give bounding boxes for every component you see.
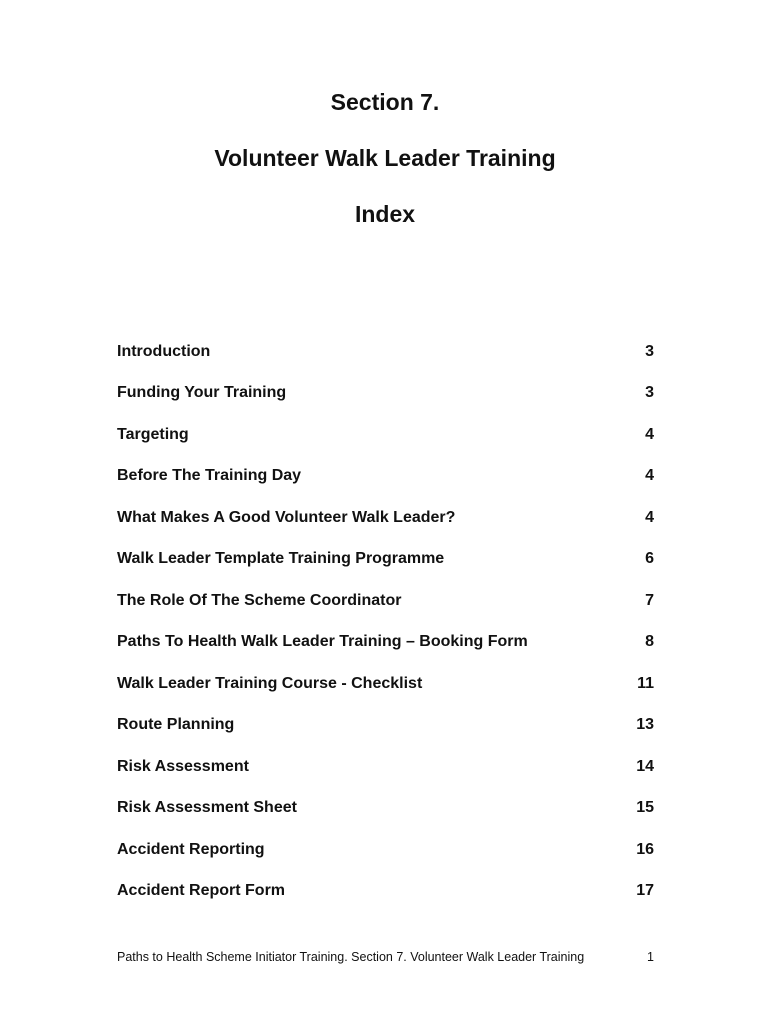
toc-entry-page: 4: [645, 467, 654, 484]
toc-entry-page: 7: [645, 592, 654, 609]
toc-entry-label: Walk Leader Template Training Programme: [117, 550, 445, 567]
toc-entry-label: Walk Leader Training Course - Checklist: [117, 675, 423, 692]
footer-text: Paths to Health Scheme Initiator Training. Section 7. Volunteer Walk Leader Training: [117, 950, 585, 964]
toc-entry-page: 11: [637, 675, 654, 692]
toc-entry: [117, 548, 654, 570]
toc-entry-page: 17: [636, 882, 654, 899]
toc-entry-page: 14: [636, 758, 654, 775]
toc-entry: [117, 465, 654, 487]
document-title: Volunteer Walk Leader Training: [214, 145, 556, 171]
toc-entry: [117, 880, 654, 902]
toc-entry-label: Before The Training Day: [117, 467, 302, 484]
toc-entry-label: Paths To Health Walk Leader Training – Booking Form: [117, 633, 528, 650]
toc-entry-page: 4: [645, 509, 654, 526]
toc-entry-label: What Makes A Good Volunteer Walk Leader?: [117, 509, 456, 526]
toc-entry: [117, 631, 654, 653]
toc-entry: [117, 673, 654, 695]
toc-entry-page: 13: [636, 716, 654, 733]
toc-entry-label: Introduction: [117, 343, 211, 360]
toc-entry: [117, 839, 654, 861]
toc-entry-label: Route Planning: [117, 716, 235, 733]
toc-entry: [117, 424, 654, 446]
toc-entry-page: 8: [645, 633, 654, 650]
footer-page-number: 1: [647, 950, 654, 964]
toc-entry-page: 3: [645, 384, 654, 401]
page-footer: [117, 948, 654, 966]
index-heading: Index: [354, 201, 416, 227]
toc-entry-label: Accident Report Form: [117, 882, 286, 899]
toc-entry: [117, 797, 654, 819]
toc-entry-label: Targeting: [117, 426, 189, 443]
toc-entry-page: 15: [636, 799, 654, 816]
toc-entry: [117, 507, 654, 529]
toc-entry-label: The Role Of The Scheme Coordinator: [117, 592, 402, 609]
toc-entry: [117, 382, 654, 404]
toc-entry-label: Risk Assessment Sheet: [117, 799, 297, 816]
toc-entry-page: 6: [645, 550, 654, 567]
toc-entry-label: Funding Your Training: [117, 384, 287, 401]
toc-entry-page: 16: [636, 841, 654, 858]
toc-entry-label: Accident Reporting: [117, 841, 265, 858]
toc-entry-page: 3: [645, 343, 654, 360]
toc-entry: [117, 341, 654, 363]
toc-entry: [117, 590, 654, 612]
toc-entry-label: Risk Assessment: [117, 758, 249, 775]
section-heading: Section 7.: [330, 89, 440, 115]
toc-entry-page: 4: [645, 426, 654, 443]
toc-entry: [117, 714, 654, 736]
toc-entry: [117, 756, 654, 778]
